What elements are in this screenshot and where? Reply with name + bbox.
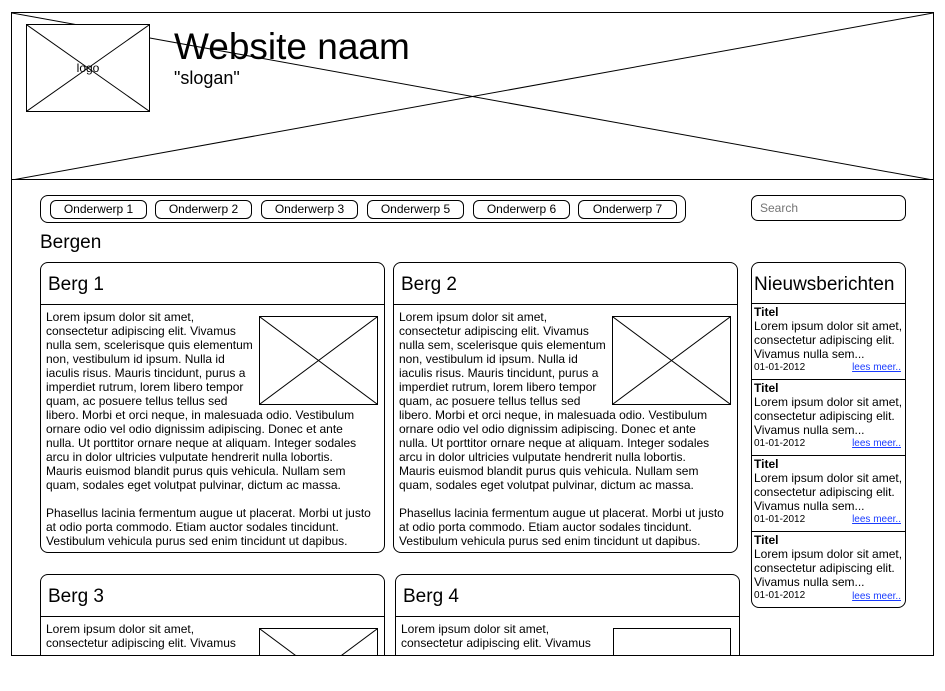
nav-item-7[interactable]: Onderwerp 7: [578, 200, 677, 219]
text-line: quam, ac posuere tellus tellus sed: [46, 394, 228, 408]
text-line: at odio porta commodo. Etiam auctor sodales tincidunt.: [46, 520, 339, 534]
image-placeholder-icon: [613, 317, 730, 404]
card-body: [396, 617, 739, 650]
text-line: Mauris euismod blandit purus quis vehicula. Nullam sem: [399, 464, 699, 478]
news-item-text: Lorem ipsum dolor sit amet,: [754, 395, 903, 409]
text-line: imperdiet rutrum, lorem libero tempor: [399, 380, 597, 394]
nav-item-3[interactable]: Onderwerp 3: [261, 200, 358, 219]
text-line: nulla sem, scelerisque quis elementum: [399, 338, 606, 352]
nav-item-1[interactable]: Onderwerp 1: [50, 200, 147, 219]
text-line: Phasellus lacinia fermentum augue ut placerat. Morbi ut justo: [46, 506, 371, 520]
text-line: Lorem ipsum dolor sit amet,: [46, 622, 195, 636]
news-item-date: 01-01-2012: [754, 362, 806, 373]
text-line: non, vestibulum id ipsum. Nulla id: [399, 352, 578, 366]
image-placeholder-icon: [260, 317, 377, 404]
paragraph-gap: [399, 492, 737, 506]
paragraph-gap: [46, 492, 384, 506]
nav-item-5[interactable]: Onderwerp 5: [367, 200, 464, 219]
card-berg-1: [40, 262, 385, 553]
site-title: Website naam: [174, 26, 410, 67]
news-item-text: consectetur adipiscing elit.: [754, 561, 895, 575]
news-item-date: 01-01-2012: [754, 590, 806, 601]
logo[interactable]: [26, 24, 150, 112]
news-panel: [751, 262, 906, 608]
news-item: [752, 304, 905, 380]
card-title: Berg 3: [41, 575, 384, 617]
text-line: nulla. Ut porttitor ornare neque at aliquam. Integer sodales: [399, 436, 710, 450]
card-body: [41, 305, 384, 548]
card-berg-3: [40, 574, 385, 656]
logo-label: logo: [76, 61, 100, 75]
read-more-link[interactable]: lees meer..: [852, 514, 901, 525]
text-line: quam, sodales eget volutpat pulvinar, dictum ac massa.: [399, 478, 694, 492]
text-line: Vestibulum vehicula purus sed enim tincidunt ut dapibus.: [399, 534, 701, 548]
news-item-title: Titel: [754, 457, 779, 471]
text-line: imperdiet rutrum, lorem libero tempor: [46, 380, 244, 394]
card-image: [259, 628, 378, 656]
news-item: [752, 456, 905, 532]
read-more-link[interactable]: lees meer..: [852, 438, 901, 449]
text-line: arcu in dolor ultricies vulputate hendrerit nulla lobortis.: [399, 450, 686, 464]
news-item: [752, 532, 905, 608]
page-frame: [11, 12, 934, 656]
text-line: libero. Morbi et orci neque, in malesuada odio. Vestibulum: [399, 408, 708, 422]
read-more-link[interactable]: lees meer..: [852, 362, 901, 373]
card-body: [41, 617, 384, 650]
card-title: Berg 2: [394, 263, 737, 305]
news-item-text: Lorem ipsum dolor sit amet,: [754, 547, 903, 561]
text-line: Vestibulum vehicula purus sed enim tincidunt ut dapibus.: [46, 534, 348, 548]
text-line: at odio porta commodo. Etiam auctor sodales tincidunt.: [399, 520, 692, 534]
image-placeholder-icon: [260, 629, 377, 656]
read-more-link[interactable]: lees meer..: [852, 591, 901, 602]
text-line: non, vestibulum id ipsum. Nulla id: [46, 352, 225, 366]
banner-placeholder-icon: [12, 13, 933, 180]
text-line: ornare odio vel odio dignissim adipiscing. Donec et ante: [399, 422, 696, 436]
text-line: quam, sodales eget volutpat pulvinar, dictum ac massa.: [46, 478, 341, 492]
text-line: arcu in dolor ultricies vulputate hendrerit nulla lobortis.: [46, 450, 333, 464]
news-item-title: Titel: [754, 381, 779, 395]
text-line: iaculis risus. Mauris tincidunt, purus a: [399, 366, 599, 380]
text-line: iaculis risus. Mauris tincidunt, purus a: [46, 366, 246, 380]
card-image: [259, 316, 378, 405]
text-line: nulla sem, scelerisque quis elementum: [46, 338, 253, 352]
text-line: consectetur adipiscing elit. Vivamus: [401, 636, 591, 650]
news-item-title: Titel: [754, 305, 779, 319]
card-image: [613, 628, 731, 656]
nav-item-2[interactable]: Onderwerp 2: [155, 200, 252, 219]
news-item-text: Vivamus nulla sem...: [754, 347, 865, 361]
text-line: Mauris euismod blandit purus quis vehicula. Nullam sem: [46, 464, 346, 478]
text-line: Lorem ipsum dolor sit amet,: [399, 310, 548, 324]
search-input[interactable]: [751, 195, 906, 221]
text-line: consectetur adipiscing elit. Vivamus: [46, 324, 236, 338]
card-image: [612, 316, 731, 405]
text-line: libero. Morbi et orci neque, in malesuada odio. Vestibulum: [46, 408, 355, 422]
news-item-text: Lorem ipsum dolor sit amet,: [754, 319, 903, 333]
text-line: ornare odio vel odio dignissim adipiscing. Donec et ante: [46, 422, 343, 436]
news-item-text: Lorem ipsum dolor sit amet,: [754, 471, 903, 485]
text-line: Lorem ipsum dolor sit amet,: [401, 622, 550, 636]
text-line: consectetur adipiscing elit. Vivamus: [46, 636, 236, 650]
card-title: Berg 1: [41, 263, 384, 305]
header-banner: [12, 13, 933, 180]
text-line: nulla. Ut porttitor ornare neque at aliquam. Integer sodales: [46, 436, 357, 450]
section-title: Bergen: [40, 232, 102, 253]
news-title: Nieuwsberichten: [752, 263, 905, 304]
nav-item-6[interactable]: Onderwerp 6: [473, 200, 570, 219]
news-item-text: consectetur adipiscing elit.: [754, 485, 895, 499]
card-berg-2: [393, 262, 738, 553]
card-berg-4: [395, 574, 740, 656]
news-item-date: 01-01-2012: [754, 438, 806, 449]
text-line: consectetur adipiscing elit. Vivamus: [399, 324, 589, 338]
card-body: [394, 305, 737, 548]
topic-nav: [40, 195, 686, 223]
news-list: [752, 304, 905, 608]
news-item-text: consectetur adipiscing elit.: [754, 409, 895, 423]
news-item-date: 01-01-2012: [754, 514, 806, 525]
news-item-text: consectetur adipiscing elit.: [754, 333, 895, 347]
news-item-text: Vivamus nulla sem...: [754, 575, 865, 589]
news-item-text: Vivamus nulla sem...: [754, 499, 865, 513]
text-line: quam, ac posuere tellus tellus sed: [399, 394, 581, 408]
news-item-text: Vivamus nulla sem...: [754, 423, 865, 437]
text-line: Lorem ipsum dolor sit amet,: [46, 310, 195, 324]
text-line: Phasellus lacinia fermentum augue ut placerat. Morbi ut justo: [399, 506, 724, 520]
card-title: Berg 4: [396, 575, 739, 617]
site-slogan: "slogan": [174, 68, 240, 88]
news-item-title: Titel: [754, 533, 779, 547]
news-item: [752, 380, 905, 456]
